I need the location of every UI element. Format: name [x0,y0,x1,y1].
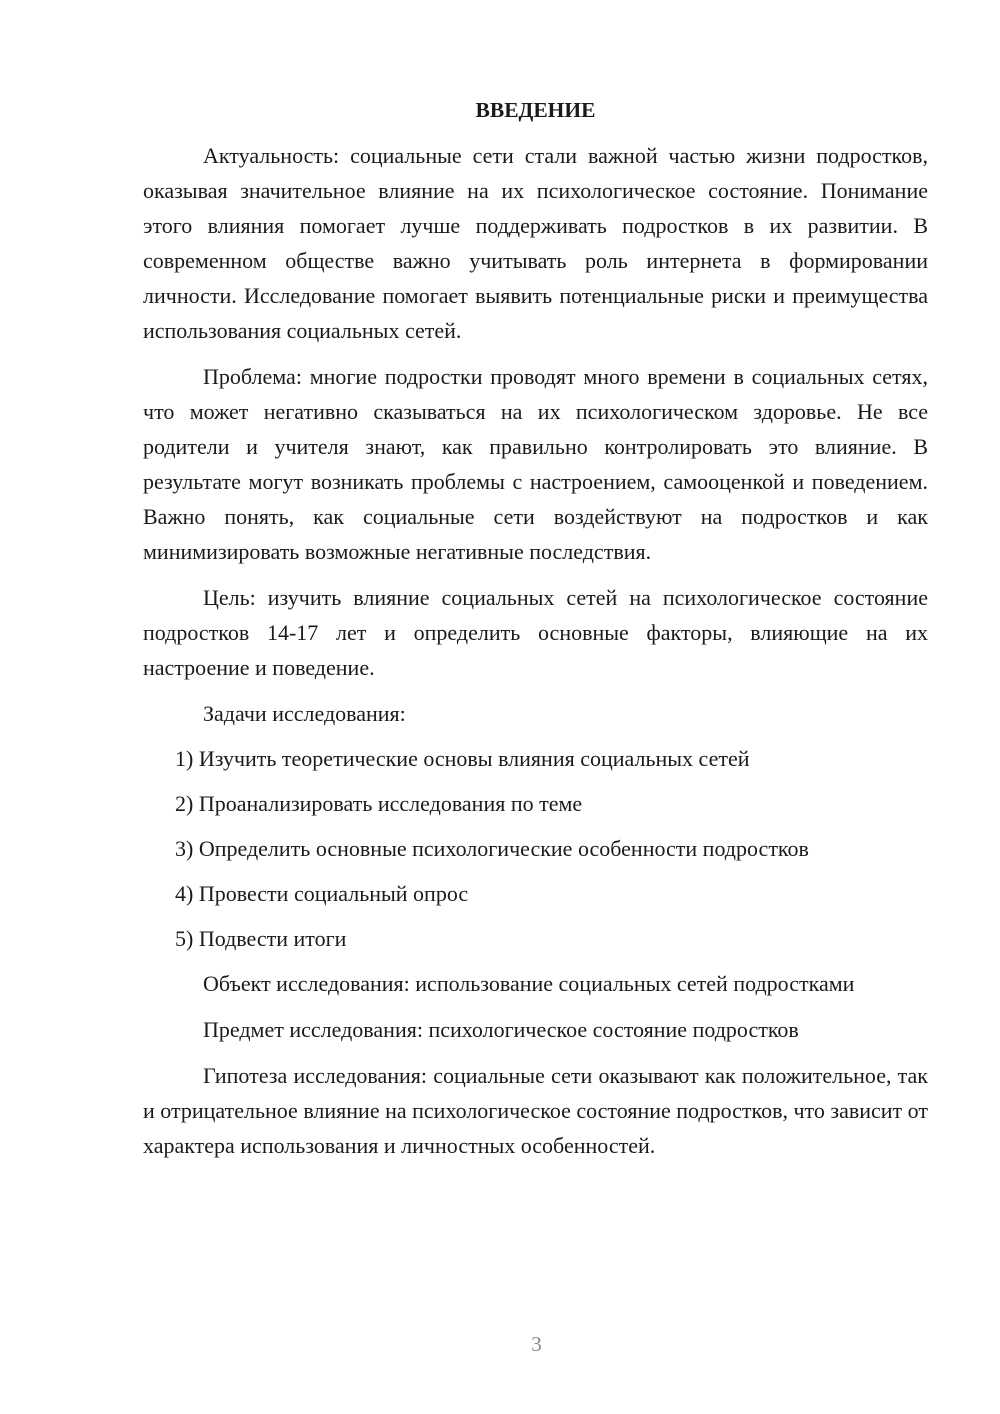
list-item-number: 5) [175,926,194,951]
page-content [143,93,928,1163]
list-item-number: 1) [175,746,194,771]
paragraph-problem: Проблема: многие подростки проводят много времени в социальных сетях, что может негативно сказываться на их психологическом здоровье. Не все родители и учителя знают, как правильно контролировать это влияние. В результате могут возникать проблемы с настроением, самооценкой и поведением. Важно понять, как социальные сети воздействуют на подростков и как минимизировать возможные негативные последствия. [143,364,928,564]
list-item [143,921,928,956]
list-item-number: 4) [175,881,194,906]
list-item-text: Проанализировать исследования по теме [198,791,583,816]
list-item-text: Определить основные психологические особенности подростков [198,836,809,861]
task-list [143,741,928,956]
list-item [143,876,928,911]
paragraph-relevance: Актуальность: социальные сети стали важной частью жизни подростков, оказывая значительное влияние на их психологическое состояние. Понимание этого влияния помогает лучше поддерживать подростков в их развитии. В современном обществе важно учитывать роль интернета в формировании личности. Исследование помогает выявить потенциальные риски и преимущества использования социальных сетей. [143,143,928,343]
paragraph-goal: Цель: изучить влияние социальных сетей на психологическое состояние подростков 14-17 лет и определить основные факторы, влияющие на их настроение и поведение. [143,585,928,680]
list-item [143,831,928,866]
page-number: 3 [531,1332,542,1356]
paragraph-object: Объект исследования: использование социальных сетей подростками [203,971,855,996]
list-item-text: Изучить теоретические основы влияния социальных сетей [198,746,750,771]
list-item-text: Подвести итоги [198,926,347,951]
list-item [143,741,928,776]
paragraph-hypothesis: Гипотеза исследования: социальные сети оказывают как положительное, так и отрицательное влияние на психологическое состояние подростков, что зависит от характера использования и личностных особенностей. [143,1063,928,1158]
list-item [143,786,928,821]
paragraph-subject: Предмет исследования: психологическое состояние подростков [203,1017,799,1042]
list-item-number: 3) [175,836,194,861]
list-item-text: Провести социальный опрос [198,881,469,906]
list-item-number: 2) [175,791,194,816]
tasks-heading: Задачи исследования: [203,701,406,726]
page-title: ВВЕДЕНИЕ [475,98,596,122]
